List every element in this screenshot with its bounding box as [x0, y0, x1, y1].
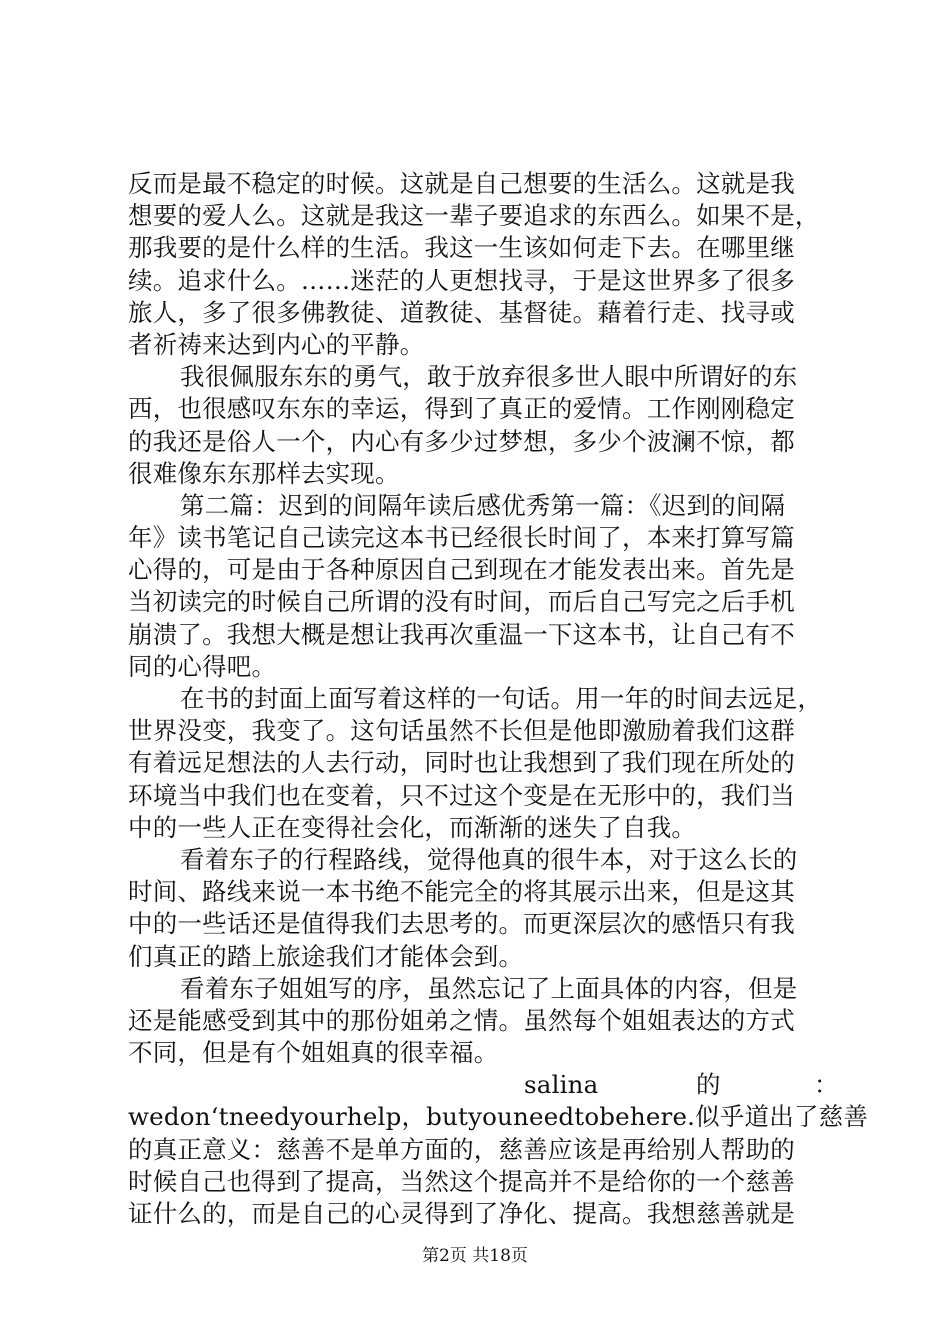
- split-word-de: 的: [696, 1070, 721, 1100]
- text-line: 不同，但是有个姐姐真的很幸福。: [128, 1038, 499, 1068]
- text-line: 时间、路线来说一本书绝不能完全的将其展示出来，但是这其: [128, 877, 795, 907]
- paragraph-start-line: 在书的封面上面写着这样的一句话。用一年的时间去远足，: [180, 684, 823, 713]
- text-line: 想要的爱人么。这就是我这一辈子要追求的东西么。如果不是，: [128, 201, 820, 231]
- text-line: 还是能感受到其中的那份姐弟之情。虽然每个姐姐表达的方式: [128, 1005, 795, 1035]
- text-line: wedon‘tneedyourhelp，butyouneedtobehere.似乎道出了慈善: [128, 1102, 869, 1132]
- text-line: 证什么的，而是自己的心灵得到了净化、提高。我想慈善就是: [128, 1199, 795, 1228]
- text-line: 时候自己也得到了提高，当然这个提高并不是给你的一个慈善: [128, 1166, 795, 1196]
- text-line: 的我还是俗人一个，内心有多少过梦想，多少个波澜不惊，都: [128, 426, 795, 456]
- paragraph-start-line: 看着东子的行程路线，觉得他真的很牛本，对于这么长的: [180, 844, 798, 874]
- text-line: 旅人，多了很多佛教徒、道教徒、基督徒。藉着行走、找寻或: [128, 297, 795, 327]
- split-colon: ：: [814, 1070, 839, 1100]
- text-line: 们真正的踏上旅途我们才能体会到。: [128, 941, 524, 971]
- split-word-salina: salina: [524, 1070, 599, 1100]
- text-line: 世界没变，我变了。这句话虽然不长但是他即激励着我们这群: [128, 716, 795, 746]
- text-line: 的真正意义：慈善不是单方面的，慈善应该是再给别人帮助的: [128, 1134, 795, 1164]
- text-line: 中的一些话还是值得我们去思考的。而更深层次的感悟只有我: [128, 909, 795, 939]
- text-line: 环境当中我们也在变着，只不过这个变是在无形中的，我们当: [128, 780, 795, 810]
- text-line: 年》读书笔记自己读完这本书已经很长时间了，本来打算写篇: [128, 523, 795, 553]
- page-number-label: 第2页 共18页: [422, 1246, 528, 1266]
- text-line: 者祈祷来达到内心的平静。: [128, 329, 425, 359]
- text-line: 反而是最不稳定的时候。这就是自己想要的生活么。这就是我: [128, 169, 795, 198]
- text-line: 很难像东东那样去实现。: [128, 458, 400, 488]
- text-line: 那我要的是什么样的生活。我这一生该如何走下去。在哪里继: [128, 233, 795, 263]
- document-body: [128, 168, 869, 1230]
- text-line: 崩溃了。我想大概是想让我再次重温一下这本书，让自己有不: [128, 619, 795, 649]
- text-line: 续。追求什么。……迷茫的人更想找寻，于是这世界多了很多: [128, 265, 795, 295]
- paragraph-start-line: 我很佩服东东的勇气，敢于放弃很多世人眼中所谓好的东: [180, 362, 798, 392]
- text-line: 心得的，可是由于各种原因自己到现在才能发表出来。首先是: [128, 555, 795, 585]
- text-line: 当初读完的时候自己所谓的没有时间，而后自己写完之后手机: [128, 587, 795, 617]
- text-line: 西，也很感叹东东的幸运，得到了真正的爱情。工作刚刚稳定: [128, 394, 795, 424]
- text-line: 同的心得吧。: [128, 651, 277, 681]
- text-line: 有着远足想法的人去行动，同时也让我想到了我们现在所处的: [128, 748, 795, 778]
- section-heading-line: 第二篇：迟到的间隔年读后感优秀第一篇：《迟到的间隔: [180, 490, 786, 520]
- text-line: 中的一些人正在变得社会化，而渐渐的迷失了自我。: [128, 812, 697, 842]
- paragraph-start-line: 看着东子姐姐写的序，虽然忘记了上面具体的内容，但是: [180, 973, 798, 1003]
- page-footer: [0, 1241, 950, 1266]
- justified-split-line: [128, 1069, 839, 1101]
